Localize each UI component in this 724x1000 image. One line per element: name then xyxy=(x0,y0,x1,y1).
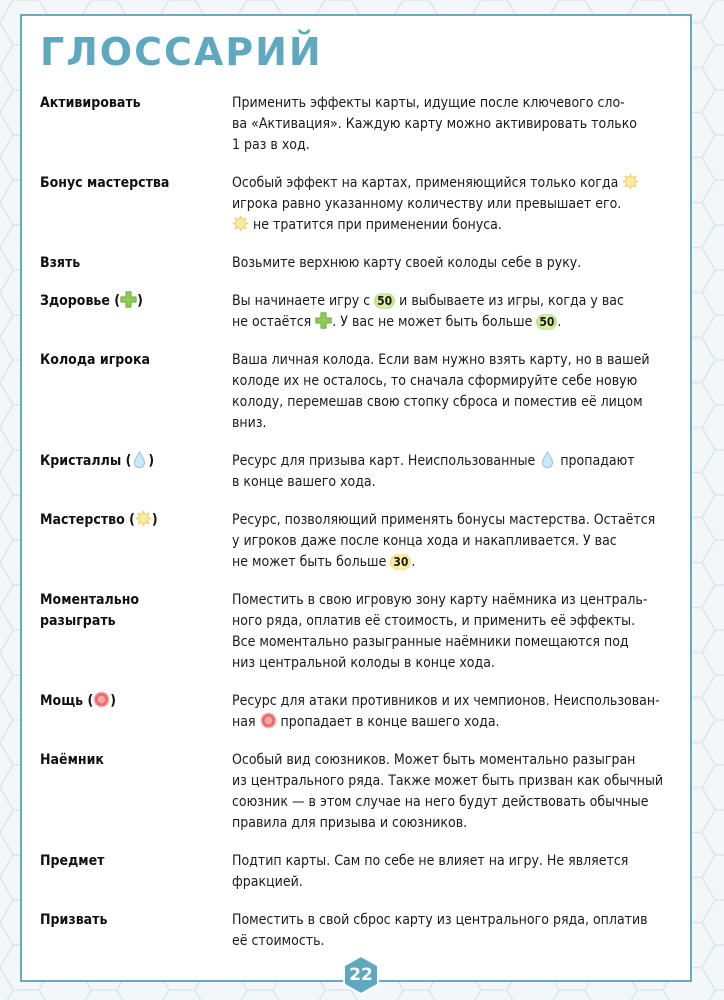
page-number: 22 xyxy=(349,965,373,985)
def-mastery-bonus: Особый эффект на картах, применяющийся только когда игрока равно указанному количеству или превышает его. не тратится при применении бонуса. xyxy=(232,173,686,236)
page-number-badge xyxy=(341,955,381,995)
mastery-sun-icon xyxy=(135,510,152,527)
def-power: Ресурс для атаки противников и их чемпионов. Неиспользован- ная пропадает в конце вашего хода. xyxy=(232,693,660,730)
term-item: Предмет xyxy=(40,853,105,869)
term-summon: Призвать xyxy=(40,912,108,928)
glossary-entry-mercenary xyxy=(40,750,690,834)
term-mercenary: Наёмник xyxy=(40,752,104,768)
def-item: Подтип карты. Сам по себе не влияет на игру. Не является фракцией. xyxy=(232,853,629,890)
def-activate: Применить эффекты карты, идущие после ключевого сло- ва «Активация». Каждую карту можно активировать только 1 раз в ход. xyxy=(232,95,638,153)
page-title: ГЛОССАРИЙ xyxy=(40,30,323,74)
health-cross-icon xyxy=(315,312,332,329)
def-player-deck: Ваша личная колода. Если вам нужно взять карту, но в вашей колоде их не осталось, то сначала сформируйте себе новую колоду, перемешав свою стопку сброса и поместив её лицом вниз. xyxy=(232,352,650,431)
def-mercenary: Особый вид союзников. Может быть моментально разыгран из центрального ряда. Также может быть призван как обычный союзник — в этом случае на него будут действовать обычные правила для призыва и союзников. xyxy=(232,752,664,831)
glossary-entry-instant-play xyxy=(40,590,690,674)
glossary-entry-crystals xyxy=(40,451,690,493)
term-mastery-bonus: Бонус мастерства xyxy=(40,175,170,191)
term-instant-play: Моментально разыграть xyxy=(40,592,140,629)
mastery-sun-icon xyxy=(622,173,639,190)
term-draw: Взять xyxy=(40,255,81,271)
glossary-entry-draw xyxy=(40,253,690,274)
mastery-max-badge: 30 xyxy=(390,554,411,570)
def-crystals: Ресурс для призыва карт. Неиспользованные пропадают в конце вашего хода. xyxy=(232,453,635,490)
def-summon: Поместить в свой сброс карту из центрального ряда, оплатив её стоимость. xyxy=(232,912,648,949)
term-power: Мощь ( ) xyxy=(40,693,116,709)
glossary-entry-summon xyxy=(40,910,690,952)
glossary-list xyxy=(40,93,690,969)
glossary-entry-item xyxy=(40,851,690,893)
def-mastery: Ресурс, позволяющий применять бонусы мастерства. Остаётся у игроков даже после конца хода и накапливается. У вас не может быть больше 30 . xyxy=(232,512,656,570)
crystal-drop-icon xyxy=(131,451,148,468)
def-instant-play: Поместить в свою игровую зону карту наёмника из централь- ного ряда, оплатив её стоимость, и применить её эффекты. Все моментально разыгранные наёмники помещаются под низ центральной колоды в конце хода. xyxy=(232,592,648,671)
glossary-entry-mastery-bonus xyxy=(40,173,690,236)
health-cross-icon xyxy=(120,291,137,308)
health-max-badge: 50 xyxy=(536,314,557,330)
term-activate: Активировать xyxy=(40,95,141,111)
glossary-entry-player-deck xyxy=(40,350,690,434)
mastery-sun-icon xyxy=(232,215,249,232)
crystal-drop-icon xyxy=(539,451,556,468)
def-draw: Возьмите верхнюю карту своей колоды себе в руку. xyxy=(232,255,582,271)
term-mastery: Мастерство ( ) xyxy=(40,512,158,528)
def-health: Вы начинаете игру с 50 и выбываете из игры, когда у вас не остаётся . У вас не может быть больше 50 . xyxy=(232,293,624,330)
term-player-deck: Колода игрока xyxy=(40,352,151,368)
power-gear-icon xyxy=(93,691,110,708)
term-health: Здоровье ( ) xyxy=(40,293,143,309)
power-gear-icon xyxy=(260,712,277,729)
glossary-entry-power xyxy=(40,691,690,733)
glossary-entry-mastery xyxy=(40,510,690,573)
term-crystals: Кристаллы ( ) xyxy=(40,453,155,469)
glossary-entry-activate xyxy=(40,93,690,156)
glossary-entry-health xyxy=(40,291,690,333)
health-start-badge: 50 xyxy=(374,293,395,309)
